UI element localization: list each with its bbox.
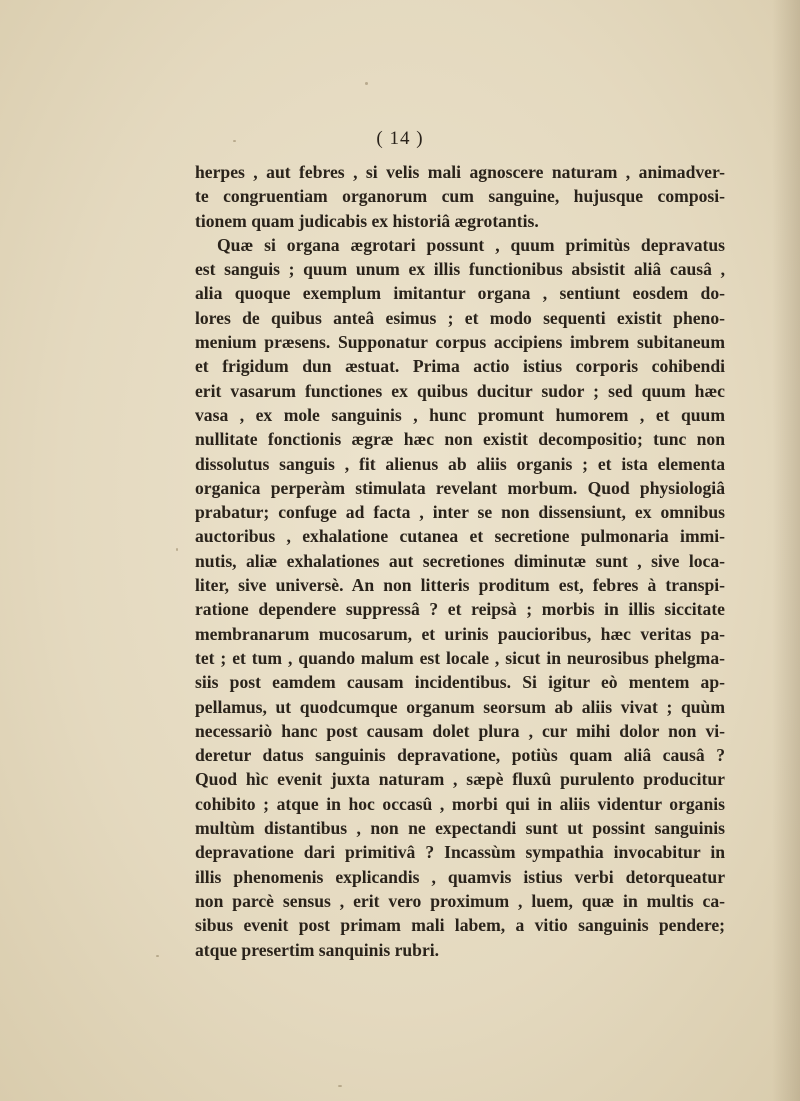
text-line: non parcè sensus , erit vero proximum , luem, quæ in multis ca-	[195, 890, 725, 911]
text-line: est sanguis ; quum unum ex illis functionibus absistit aliâ causâ ,	[195, 259, 725, 280]
text-line: atque presertim sanquinis rubri.	[195, 939, 440, 960]
text-line: auctoribus , exhalatione cutanea et secretione pulmonaria immi-	[195, 526, 725, 547]
text-line: multùm distantibus , non ne expectandi sunt ut possint sanguinis	[195, 818, 725, 839]
text-line: lores de quibus anteâ esimus ; et modo sequenti existit pheno-	[195, 307, 725, 328]
paper-speck	[176, 548, 178, 551]
text-line: menium præsens. Supponatur corpus accipiens imbrem subitaneum	[195, 332, 725, 353]
text-line: membranarum mucosarum, et urinis paucioribus, hæc veritas pa-	[195, 623, 725, 644]
text-line: nutis, aliæ exhalationes aut secretiones diminutæ sunt , sive loca-	[195, 550, 725, 571]
text-line: et frigidum dun æstuat. Prima actio istius corporis cohibendi	[195, 356, 725, 377]
text-line: ratione dependere suppressâ ? et reipsà ; morbis in illis siccitate	[195, 599, 725, 620]
text-line: siis post eamdem causam incidentibus. Si igitur eò mentem ap-	[195, 672, 725, 693]
text-line: cohibito ; atque in hoc occasû , morbi qui in aliis videntur organis	[195, 793, 725, 814]
paper-speck	[365, 82, 368, 85]
text-line: te congruentiam organorum cum sanguine, hujusque composi-	[195, 186, 725, 207]
text-line: illis phenomenis explicandis , quamvis istius verbi detorqueatur	[195, 866, 725, 887]
text-line: dissolutus sanguis , fit alienus ab aliis organis ; et ista elementa	[195, 453, 725, 474]
text-line: nullitate fonctionis ægræ hæc non existit decompositio; tunc non	[195, 429, 725, 450]
text-line: pellamus, ut quodcumque organum seorsum ab aliis vivat ; quùm	[195, 696, 725, 717]
text-line: tionem quam judicabis ex historiâ ægrotantis.	[195, 210, 539, 231]
text-line: prabatur; confuge ad facta , inter se non dissensiunt, ex omnibus	[195, 502, 725, 523]
text-line: Quæ si organa ægrotari possunt , quum primitùs depravatus	[217, 234, 725, 255]
text-line: tet ; et tum , quando malum est locale , sicut in neurosibus phelgma-	[195, 647, 725, 668]
text-line: liter, sive universè. An non litteris proditum est, febres à transpi-	[195, 575, 725, 596]
paper-speck	[338, 1085, 342, 1087]
page-number: ( 14 )	[376, 128, 424, 149]
paper-speck	[156, 955, 159, 957]
text-line: herpes , aut febres , si velis mali agnoscere naturam , animadver-	[195, 162, 725, 182]
text-line: Quod hìc evenit juxta naturam , sæpè fluxû purulento producitur	[195, 769, 725, 790]
text-line: vasa , ex mole sanguinis , hunc promunt humorem , et quum	[195, 404, 725, 425]
text-line: erit vasarum functiones ex quibus ducitur sudor ; sed quum hæc	[195, 380, 725, 401]
text-line: depravatione dari primitivâ ? Incassùm sympathia invocabitur in	[195, 842, 725, 863]
page-edge-shadow	[772, 0, 800, 1101]
text-line: sibus evenit post primam mali labem, a vitio sanguinis pendere;	[195, 915, 725, 936]
text-line: organica perperàm stimulata revelant morbum. Quod physiologiâ	[195, 477, 725, 498]
body-text	[195, 160, 725, 962]
text-line: necessariò hanc post causam dolet plura , cur mihi dolor non vi-	[195, 720, 725, 741]
text-line: deretur datus sanguinis depravatione, potiùs quam aliâ causâ ?	[195, 745, 725, 766]
text-line: alia quoque exemplum imitantur organa , sentiunt eosdem do-	[195, 283, 725, 304]
